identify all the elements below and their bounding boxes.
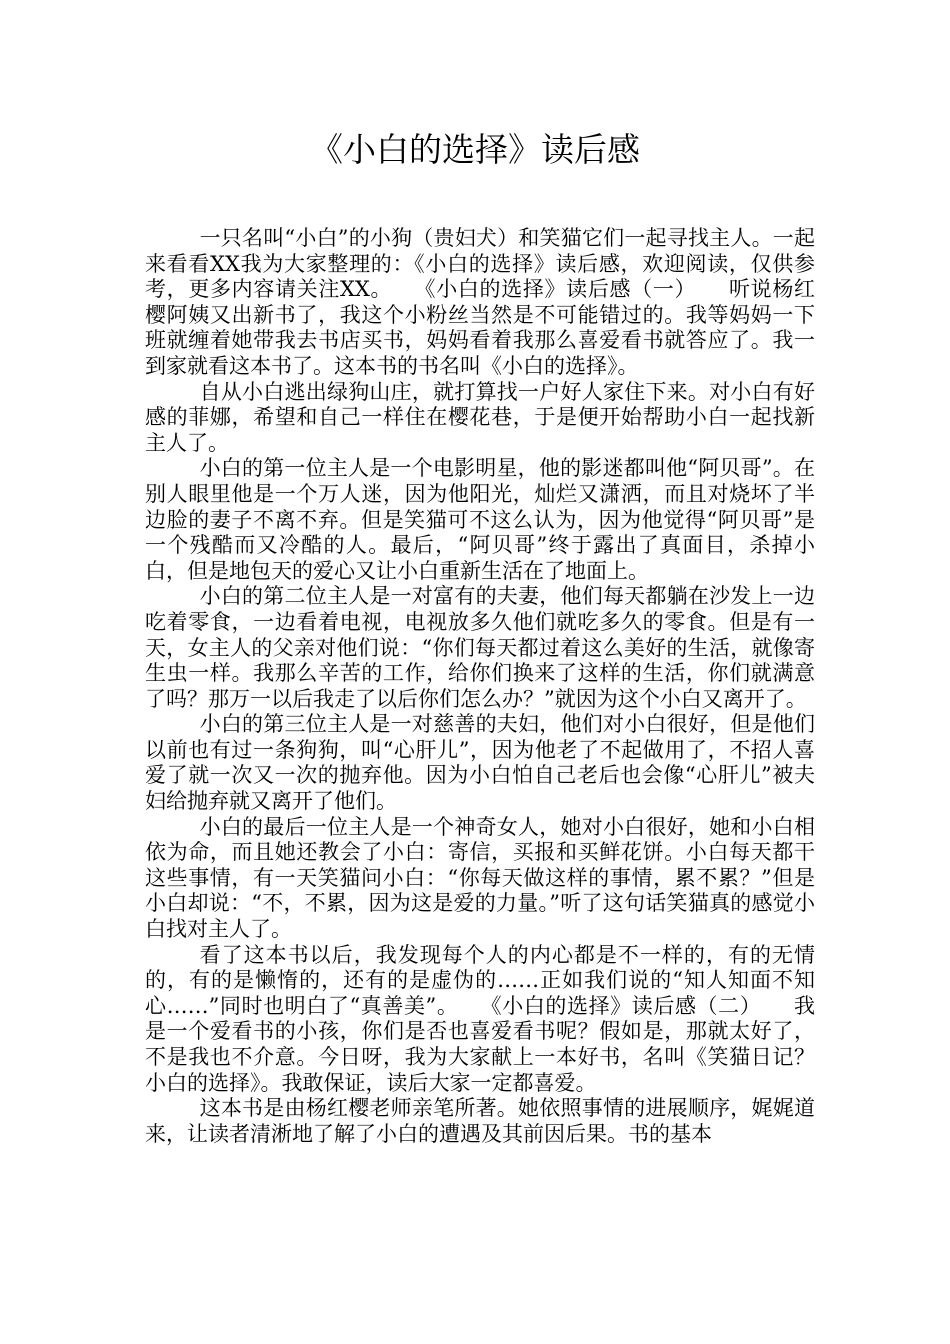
body-paragraph: 自从小白逃出绿狗山庄，就打算找一户好人家住下来。对小白有好感的菲娜，希望和自己一样住在樱花巷，于是便开始帮助小白一起找新主人了。 [145,379,815,455]
body-paragraph: 这本书是由杨红樱老师亲笔所著。她依照事情的进展顺序，娓娓道来，让读者清淅地了解了小白的遭遇及其前因后果。书的基本 [145,1096,815,1146]
body-paragraph: 小白的第三位主人是一对慈善的夫妇，他们对小白很好，但是他们以前也有过一条狗狗，叫“心肝儿”，因为他老了不起做用了，不招人喜爱了就一次又一次的抛弃他。因为小白怕自己老后也会像“心肝儿”被夫妇给抛弃就又离开了他们。 [145,712,815,814]
document-body [145,226,815,1147]
body-paragraph: 小白的第一位主人是一个电影明星，他的影迷都叫他“阿贝哥”。在别人眼里他是一个万人迷，因为他阳光，灿烂又潇洒，而且对烧坏了半边脸的妻子不离不弃。但是笑猫可不这么认为，因为他觉得“阿贝哥”是一个残酷而又冷酷的人。最后，“阿贝哥”终于露出了真面目，杀掉小白，但是地包天的爱心又让小白重新生活在了地面上。 [145,456,815,583]
body-paragraph: 小白的第二位主人是一对富有的夫妻，他们每天都躺在沙发上一边吃着零食，一边看着电视，电视放多久他们就吃多久的零食。但是有一天，女主人的父亲对他们说：“你们每天都过着这么美好的生活，就像寄生虫一样。我那么辛苦的工作，给你们换来了这样的生活，你们就满意了吗？那万一以后我走了以后你们怎么办？”就因为这个小白又离开了。 [145,584,815,711]
body-paragraph: 看了这本书以后，我发现每个人的内心都是不一样的，有的无情的，有的是懒惰的，还有的是虚伪的……正如我们说的“知人知面不知心……”同时也明白了“真善美”。 《小白的选择》读后感（二） 我是一个爱看书的小孩，你们是否也喜爱看书呢？假如是，那就太好了，不是我也不介意。今日呀，我为大家献上一本好书，名叫《笑猫日记？小白的选择》。我敢保证，读后大家一定都喜爱。 [145,942,815,1095]
body-paragraph: 小白的最后一位主人是一个神奇女人，她对小白很好，她和小白相依为命，而且她还教会了小白：寄信，买报和买鲜花饼。小白每天都干这些事情，有一天笑猫问小白：“你每天做这样的事情，累不累？”但是小白却说：“不，不累，因为这是爱的力量。”听了这句话笑猫真的感觉小白找对主人了。 [145,814,815,942]
document-title: 《小白的选择》读后感 [310,130,640,169]
body-paragraph: 一只名叫“小白”的小狗（贵妇犬）和笑猫它们一起寻找主人。一起来看看XX我为大家整理的：《小白的选择》读后感，欢迎阅读，仅供参考，更多内容请关注XX。 《小白的选择》读后感（一） 听说杨红樱阿姨又出新书了，我这个小粉丝当然是不可能错过的。我等妈妈一下班就缠着她带我去书店买书，妈妈看着我那么喜爱看书就答应了。我一到家就看这本书了。这本书的书名叫《小白的选择》。 [145,226,815,378]
